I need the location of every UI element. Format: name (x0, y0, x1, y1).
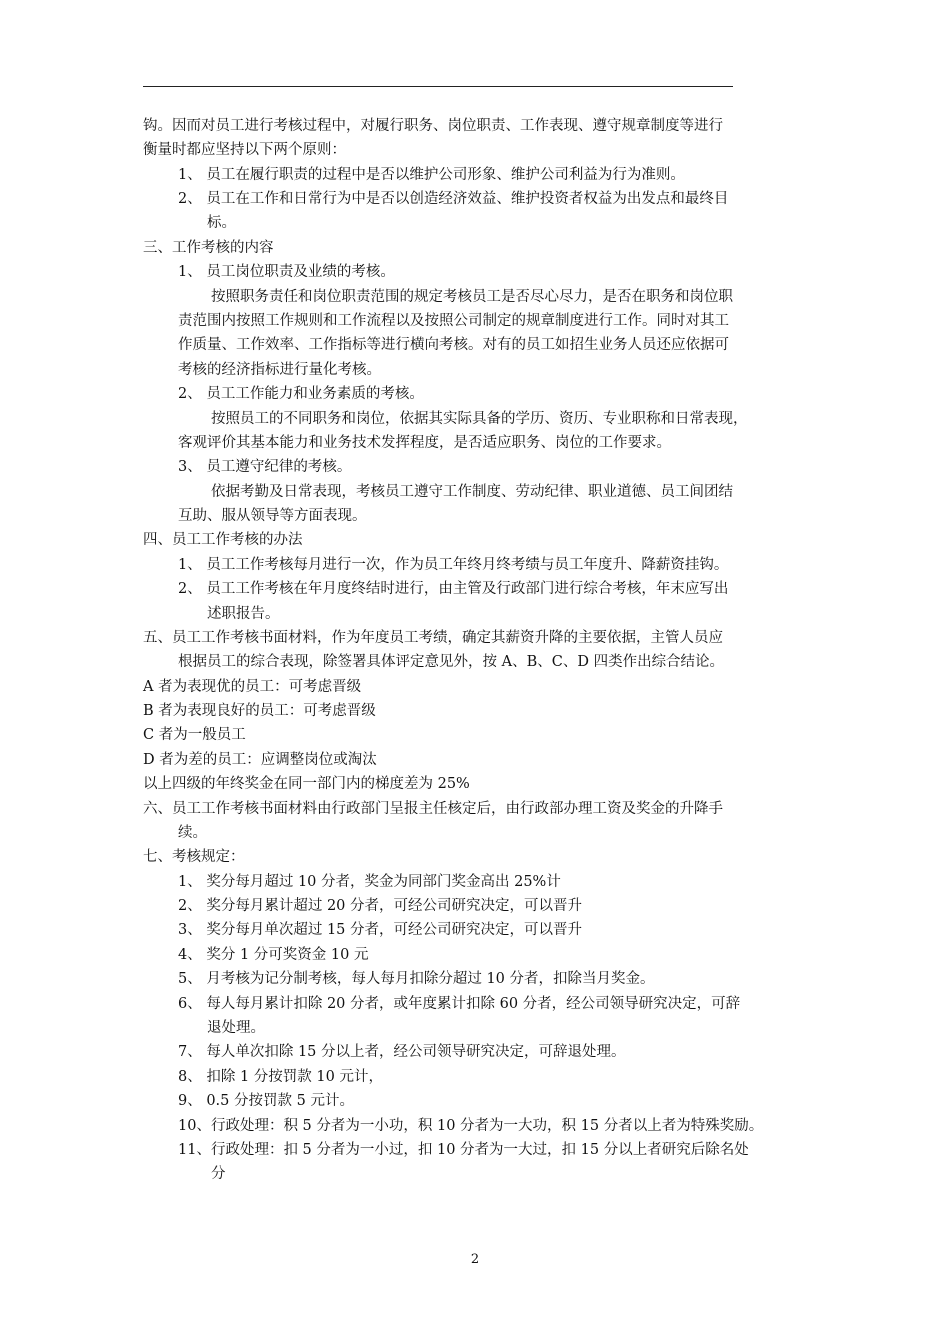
list-item: 10、行政处理：积 5 分者为一小功，积 10 分者为一大功，积 15 分者以上者为特殊奖励。 (178, 1118, 764, 1134)
header-rule (143, 86, 733, 87)
list-item: 4、 奖分 1 分可奖资金 10 元 (178, 947, 369, 963)
list-item: 2、 员工工作能力和业务素质的考核。 (178, 386, 424, 402)
list-item: 2、 员工工作考核在年月度终结时进行，由主管及行政部门进行综合考核，年末应写出 (178, 581, 729, 597)
section-heading: 七、考核规定： (143, 849, 245, 865)
list-item-continuation: 标。 (207, 215, 236, 231)
paragraph-line: 客观评价其基本能力和业务技术发挥程度，是否适应职务、岗位的工作要求。 (178, 435, 671, 451)
list-item: 2、 奖分每月累计超过 20 分者，可经公司研究决定，可以晋升 (178, 898, 583, 914)
list-item-continuation: 述职报告。 (207, 606, 280, 622)
grade-line: D 者为差的员工：应调整岗位或淘汰 (143, 752, 377, 768)
list-item: 1、 奖分每月超过 10 分者，奖金为同部门奖金高出 25%计 (178, 874, 561, 890)
paragraph-line: 作质量、工作效率、工作指标等进行横向考核。对有的员工如招生业务人员还应依据可 (178, 337, 729, 353)
list-item: 6、 每人每月累计扣除 20 分者，或年度累计扣除 60 分者，经公司领导研究决定，可辞 (178, 996, 741, 1012)
paragraph-line: 考核的经济指标进行量化考核。 (178, 362, 381, 378)
paragraph-line: 以上四级的年终奖金在同一部门内的梯度差为 25% (143, 776, 470, 792)
paragraph-line: 根据员工的综合表现，除签署具体评定意见外，按 A、B、C、D 四类作出综合结论。 (178, 654, 725, 670)
grade-line: C 者为一般员工 (143, 727, 246, 743)
list-item: 2、 员工在工作和日常行为中是否以创造经济效益、维护投资者权益为出发点和最终目 (178, 191, 729, 207)
paragraph-line: 续。 (178, 825, 207, 841)
list-item-continuation: 退处理。 (207, 1020, 265, 1036)
list-item: 1、 员工在履行职责的过程中是否以维护公司形象、维护公司利益为行为准则。 (178, 167, 685, 183)
list-item: 1、 员工工作考核每月进行一次，作为员工年终月终考绩与员工年度升、降薪资挂钩。 (178, 557, 729, 573)
list-item: 11、行政处理：扣 5 分者为一小过，扣 10 分者为一大过，扣 15 分以上者研究后除名处 (178, 1142, 749, 1158)
paragraph-line: 按照员工的不同职务和岗位，依据其实际具备的学历、资历、专业职称和日常表现， (211, 411, 748, 427)
list-item: 3、 奖分每月单次超过 15 分者，可经公司研究决定，可以晋升 (178, 922, 583, 938)
paragraph-line: 互助、服从领导等方面表现。 (178, 508, 367, 524)
list-item: 9、 0.5 分按罚款 5 元计。 (178, 1093, 354, 1109)
section-heading: 三、工作考核的内容 (143, 240, 274, 256)
grade-line: B 者为表现良好的员工：可考虑晋级 (143, 703, 376, 719)
section-heading: 四、员工工作考核的办法 (143, 532, 303, 548)
list-item: 8、 扣除 1 分按罚款 10 元计， (178, 1069, 383, 1085)
list-item: 1、 员工岗位职责及业绩的考核。 (178, 264, 395, 280)
list-item: 5、 月考核为记分制考核，每人每月扣除分超过 10 分者，扣除当月奖金。 (178, 971, 655, 987)
grade-line: A 者为表现优的员工：可考虑晋级 (143, 679, 362, 695)
page-number: 2 (470, 1252, 480, 1267)
section-heading: 六、员工工作考核书面材料由行政部门呈报主任核定后，由行政部办理工资及奖金的升降手 (143, 801, 723, 817)
list-item: 7、 每人单次扣除 15 分以上者，经公司领导研究决定，可辞退处理。 (178, 1044, 626, 1060)
paragraph-line: 责范围内按照工作规则和工作流程以及按照公司制定的规章制度进行工作。同时对其工 (178, 313, 729, 329)
paragraph-line: 钩。因而对员工进行考核过程中，对履行职务、岗位职责、工作表现、遵守规章制度等进行 (143, 118, 723, 134)
paragraph-line: 衡量时都应坚持以下两个原则： (143, 142, 346, 158)
section-heading: 五、员工工作考核书面材料，作为年度员工考绩，确定其薪资升降的主要依据，主管人员应 (143, 630, 723, 646)
list-item: 3、 员工遵守纪律的考核。 (178, 459, 352, 475)
paragraph-line: 依据考勤及日常表现，考核员工遵守工作制度、劳动纪律、职业道德、员工间团结 (211, 484, 733, 500)
list-item-continuation: 分 (211, 1166, 226, 1182)
paragraph-line: 按照职务责任和岗位职责范围的规定考核员工是否尽心尽力，是否在职务和岗位职 (211, 289, 733, 305)
